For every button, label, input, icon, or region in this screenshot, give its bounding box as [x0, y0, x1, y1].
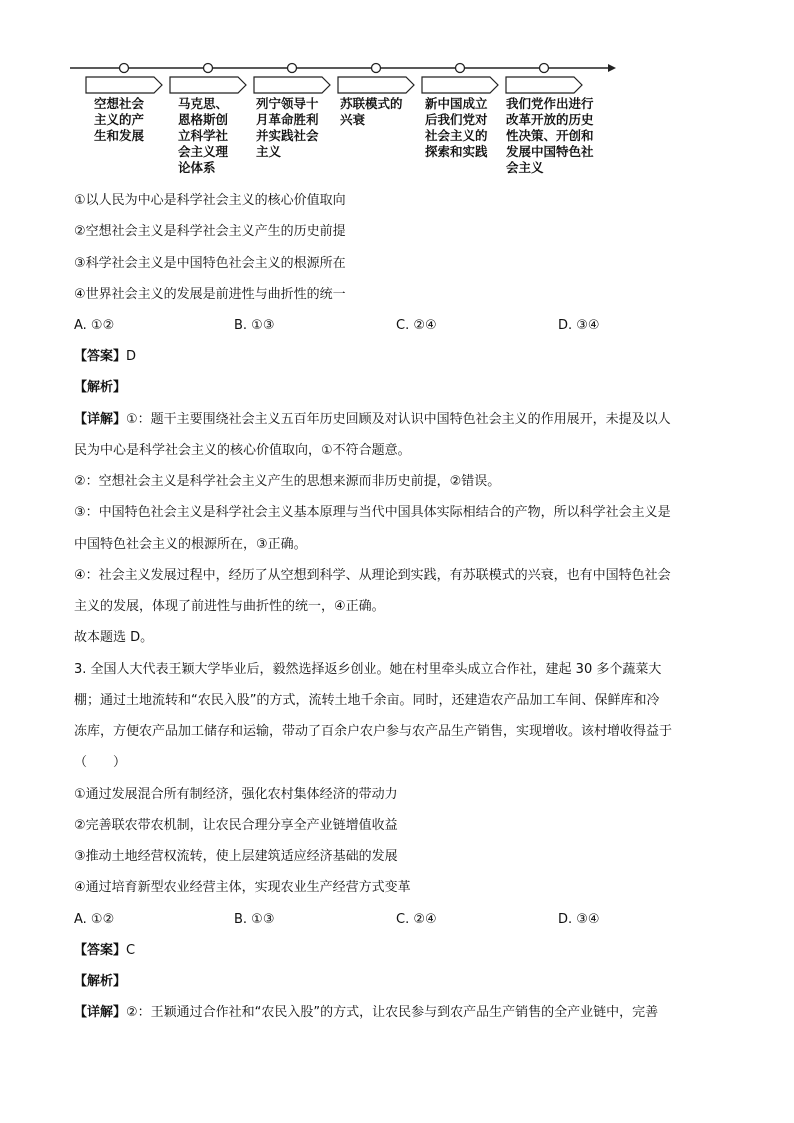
stage-2-text: 马克思、 恩格斯创 立科学社 会主义理 论体系 — [178, 96, 229, 175]
q3-stem-line-3: 冻库，方便农产品加工储存和运输，带动了百余户农户参与农产品生产销售，实现增收。该村增收得益于 — [74, 724, 673, 739]
timeline-arrow — [70, 56, 630, 96]
q2-statement-1: ①以人民为中心是科学社会主义的核心价值取向 — [74, 193, 346, 208]
q2-statement-2: ②空想社会主义是科学社会主义产生的历史前提 — [74, 224, 346, 239]
q3-stem-blank: （ ） — [74, 755, 127, 770]
q3-stem-line-2: 棚；通过土地流转和“农民入股”的方式，流转土地千余亩。同时，还建造农产品加工车间、保鲜库和冷 — [74, 693, 660, 708]
q2-detail-line-5: 中国特色社会主义的根源所在，③正确。 — [74, 537, 307, 552]
stage-5-text: 新中国成立 后我们党对 社会主义的 探索和实践 — [425, 96, 488, 159]
q2-conclusion: 故本题选 D。 — [74, 630, 154, 645]
stage-4-text: 苏联模式的 兴衰 — [340, 96, 403, 127]
q3-option-b: B. ①③ — [234, 912, 275, 927]
q3-answer: 【答案】C — [74, 943, 136, 958]
q3-detail-line-1: 【详解】②：王颖通过合作社和“农民入股”的方式，让农民参与到农产品生产销售的全产业链中，完善 — [74, 1005, 659, 1020]
q3-statement-1: ①通过发展混合所有制经济，强化农村集体经济的带动力 — [74, 787, 398, 802]
q2-option-d: D. ③④ — [558, 318, 600, 333]
q2-analysis-label: 【解析】 — [74, 380, 127, 395]
q2-detail-line-1: 【详解】①：题干主要围绕社会主义五百年历史回顾及对认识中国特色社会主义的作用展开，未提及以人 — [74, 412, 671, 427]
q3-analysis-label: 【解析】 — [74, 974, 127, 989]
q3-stem-line-1: 3. 全国人大代表王颖大学毕业后，毅然选择返乡创业。她在村里牵头成立合作社，建起 30 多个蔬菜大 — [74, 662, 662, 677]
q3-option-a: A. ①② — [74, 912, 115, 927]
stage-1-text: 空想社会 主义的产 生和发展 — [94, 96, 145, 143]
q2-option-b: B. ①③ — [234, 318, 275, 333]
q2-statement-3: ③科学社会主义是中国特色社会主义的根源所在 — [74, 256, 346, 271]
q3-option-d: D. ③④ — [558, 912, 600, 927]
q2-detail-line-4: ③：中国特色社会主义是科学社会主义基本原理与当代中国具体实际相结合的产物，所以科学社会主义是 — [74, 505, 671, 520]
q3-statement-4: ④通过培育新型农业经营主体，实现农业生产经营方式变革 — [74, 880, 411, 895]
q2-detail-line-3: ②：空想社会主义是科学社会主义产生的思想来源而非历史前提，②错误。 — [74, 474, 501, 489]
stage-3-text: 列宁领导十 月革命胜利 并实践社会 主义 — [256, 96, 319, 159]
q3-statement-3: ③推动土地经营权流转，使上层建筑适应经济基础的发展 — [74, 849, 398, 864]
q2-option-c: C. ②④ — [396, 318, 437, 333]
q2-answer: 【答案】D — [74, 349, 137, 364]
stage-6-text: 我们党作出进行 改革开放的历史 性决策、开创和 发展中国特色社 会主义 — [506, 96, 594, 175]
q2-statement-4: ④世界社会主义的发展是前进性与曲折性的统一 — [74, 287, 346, 302]
q2-detail-line-6: ④：社会主义发展过程中，经历了从空想到科学、从理论到实践，有苏联模式的兴衰，也有中国特色社会 — [74, 568, 671, 583]
q2-detail-line-2: 民为中心是科学社会主义的核心价值取向，①不符合题意。 — [74, 443, 411, 458]
q2-detail-line-7: 主义的发展，体现了前进性与曲折性的统一，④正确。 — [74, 599, 385, 614]
q3-option-c: C. ②④ — [396, 912, 437, 927]
q3-statement-2: ②完善联农带农机制，让农民合理分享全产业链增值收益 — [74, 818, 398, 833]
q2-option-a: A. ①② — [74, 318, 115, 333]
history-timeline — [70, 56, 630, 186]
